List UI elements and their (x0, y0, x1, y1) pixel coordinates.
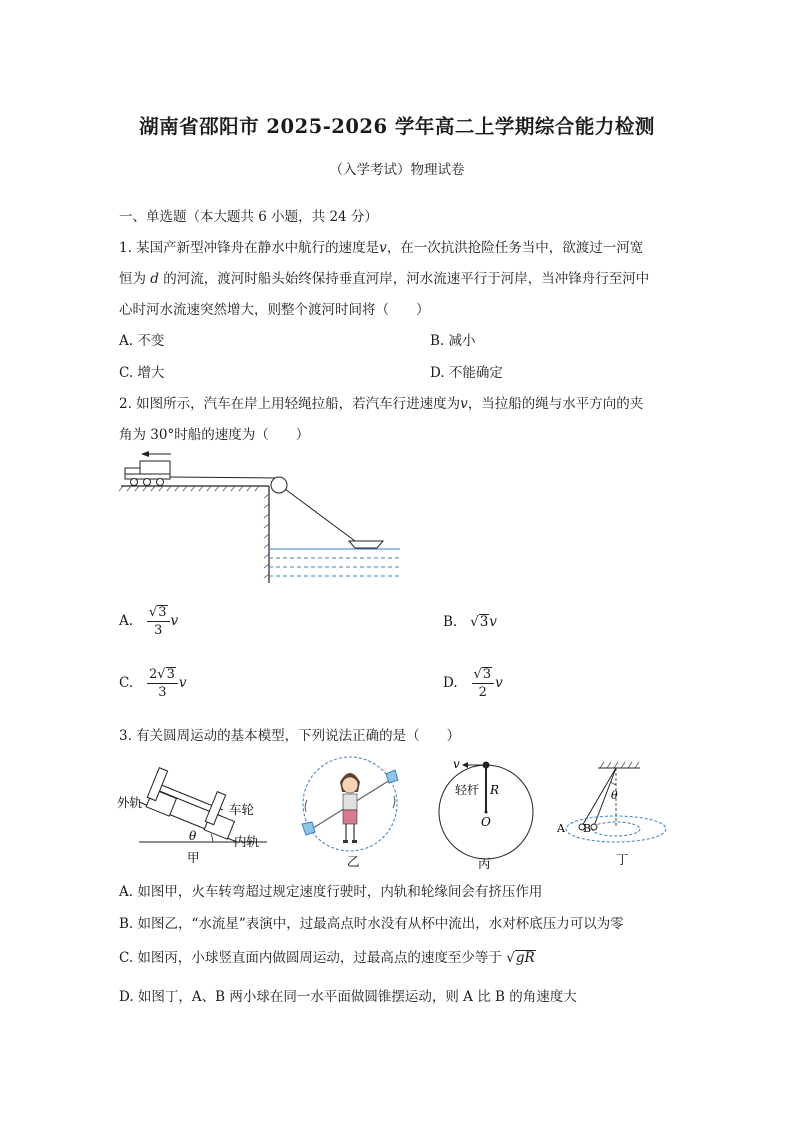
q2-option-d[interactable]: D. $\frac{√3}{2}$ v (443, 667, 503, 700)
q3-option-a[interactable]: A. 如图甲，火车转弯超过规定速度行驶时，内轨和轮缘间会有挤压作用 (119, 884, 543, 900)
vertical-circle-figure (436, 752, 536, 872)
girl-icon (340, 773, 360, 843)
q1-option-b[interactable]: B. 减小 (430, 333, 476, 349)
q3-option-b[interactable]: B. 如图乙，“水流星”表演中，过最高点时水没有从杯中流出，水对杯底压力可以为零 (119, 916, 624, 932)
ding-A-label: A (557, 822, 565, 835)
q1-var-d: d (150, 271, 159, 287)
q3-option-d[interactable]: D. 如图丁，A、B 两小球在同一水平面做圆锥摆运动，则 A 比 B 的角速度大 (119, 989, 577, 1005)
q1-line1: 1. 某国产新型冲锋舟在静水中航行的速度是v，在一次抗洪抢险任务当中，欲渡过一河宽 (119, 240, 644, 256)
boat-icon (349, 541, 383, 548)
q1-line2: 恒为 d 的河流，渡河时船头始终保持垂直河岸，河水流速平行于河岸，当冲锋舟行至河中 (119, 271, 650, 287)
q2-line2: 角为 30°时船的速度为（ ） (119, 427, 310, 443)
ding-B-label: B (583, 822, 592, 835)
arrow-left-icon (141, 451, 171, 457)
section-heading: 一、单选题（本大题共 6 小题，共 24 分） (119, 209, 378, 225)
jia-wheel-label: 车轮 (229, 802, 255, 817)
q1-var-v: v (379, 240, 387, 256)
car-icon (125, 461, 170, 486)
ball-icon (483, 762, 490, 769)
ding-caption: 丁 (616, 852, 629, 867)
yi-caption: 乙 (347, 854, 360, 869)
bing-rod-label: 轻杆 (455, 783, 480, 797)
page-title: 湖南省邵阳市 2025-2026 学年高二上学期综合能力检测 (139, 115, 655, 138)
banked-track-figure (117, 758, 277, 870)
jia-caption: 甲 (187, 850, 200, 865)
water-meteor-figure (298, 752, 402, 872)
bing-O-label: O (481, 815, 491, 829)
q1-line3: 心时河水流速突然增大，则整个渡河时间将（ ） (119, 302, 430, 318)
car-boat-figure (119, 448, 404, 588)
q1-option-c[interactable]: C. 增大 (119, 365, 165, 381)
q2-line1: 2. 如图所示，汽车在岸上用轻绳拉船，若汽车行进速度为v，当拉船的绳与水平方向的夹 (119, 396, 644, 412)
bing-R-label: R (490, 783, 500, 797)
ding-theta: θ (611, 789, 618, 802)
q2-option-c[interactable]: C. $\frac{2√3}{3}$ v (119, 667, 187, 700)
conical-pendulum-figure (554, 758, 674, 872)
q3-line1: 3. 有关圆周运动的基本模型，下列说法正确的是（ ） (119, 728, 461, 744)
q2-option-a[interactable]: A. $\frac{√3}{3}$ v (119, 605, 179, 638)
q3-option-c[interactable]: C. 如图丙，小球竖直面内做圆周运动，过最高点的速度至少等于 √gR (119, 950, 535, 966)
q1-option-a[interactable]: A. 不变 (119, 333, 165, 349)
q1-option-d[interactable]: D. 不能确定 (430, 365, 503, 381)
jia-outer-label: 外轨 (117, 795, 143, 810)
ball-b-icon (591, 824, 597, 830)
page-subtitle: （入学考试）物理试卷 (329, 162, 465, 178)
bing-caption: 丙 (478, 856, 491, 871)
jia-inner-label: 内轨 (234, 834, 260, 849)
jia-theta: θ (189, 829, 197, 843)
q2-option-b[interactable]: B. √3v (443, 614, 497, 630)
bing-v-label: v (453, 757, 460, 771)
pulley-icon (271, 477, 287, 493)
cup-icon (302, 822, 315, 835)
